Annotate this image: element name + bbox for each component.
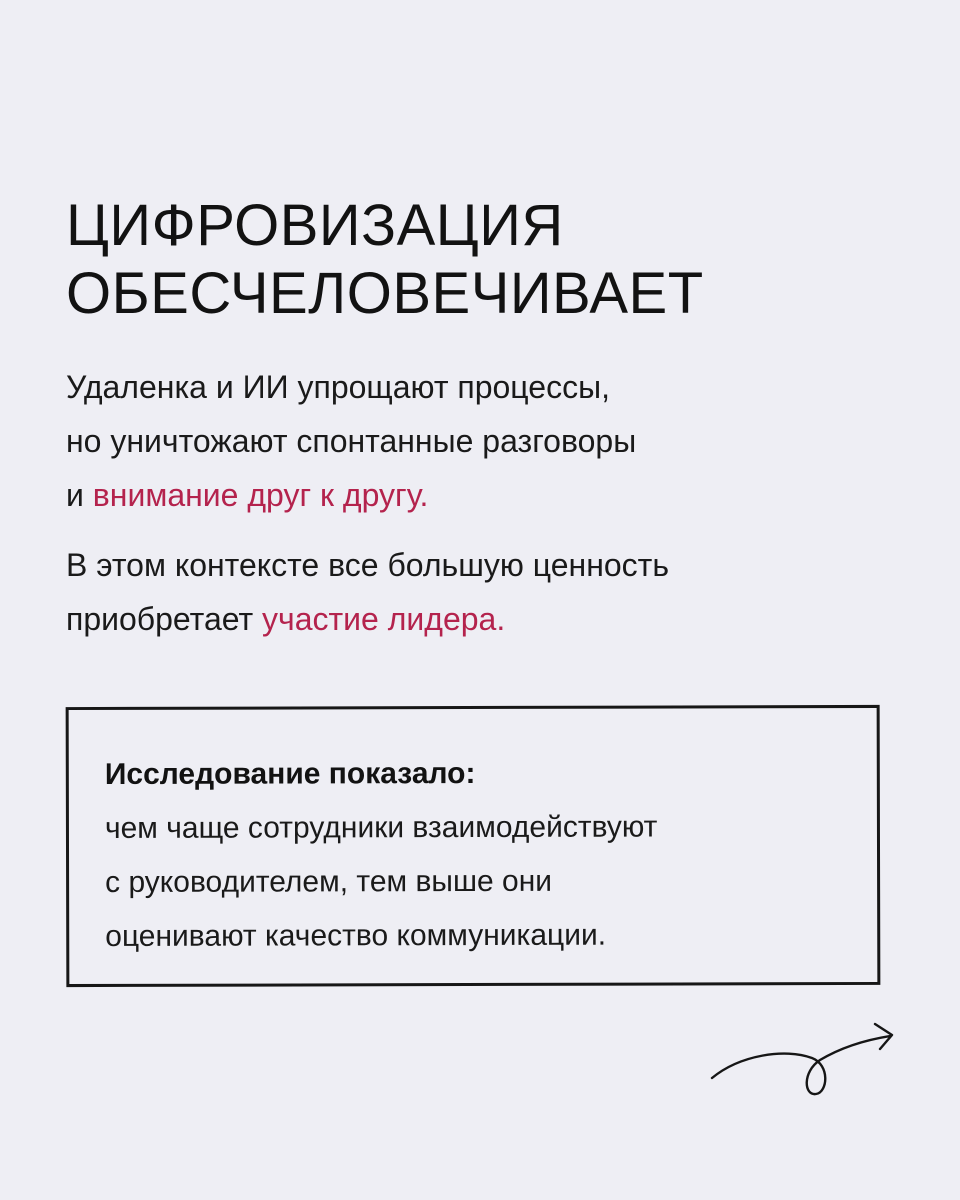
context-line-2-prefix: приобретает	[66, 601, 263, 637]
intro-paragraph	[66, 360, 636, 522]
context-line-2	[66, 592, 669, 646]
context-accent-text: участие лидера.	[262, 601, 506, 637]
slide-title-line-1: ЦИФРОВИЗАЦИЯ	[66, 193, 564, 258]
intro-line-3-prefix: и	[66, 477, 93, 513]
slide-title-line-2: ОБЕСЧЕЛОВЕЧИВАЕТ	[66, 261, 704, 326]
curly-arrow-right-icon[interactable]	[700, 1010, 910, 1100]
research-callout-line-1: чем чаще сотрудники взаимодействуют	[104, 810, 658, 845]
research-callout-line-2: с руководителем, тем выше они	[105, 864, 553, 899]
research-callout-text	[105, 747, 658, 964]
research-callout-heading: Исследование показало:	[104, 756, 476, 791]
context-paragraph	[66, 538, 669, 646]
research-callout-box	[66, 705, 881, 987]
slide-title	[66, 192, 704, 328]
context-line-1: В этом контексте все большую ценность	[66, 547, 669, 583]
intro-line-3	[66, 468, 636, 522]
intro-line-1: Удаленка и ИИ упрощают процессы,	[66, 369, 610, 405]
intro-accent-text: внимание друг к другу.	[92, 477, 429, 513]
intro-line-2: но уничтожают спонтанные разговоры	[66, 423, 637, 459]
research-callout-line-3: оценивают качество коммуникации.	[105, 918, 607, 953]
